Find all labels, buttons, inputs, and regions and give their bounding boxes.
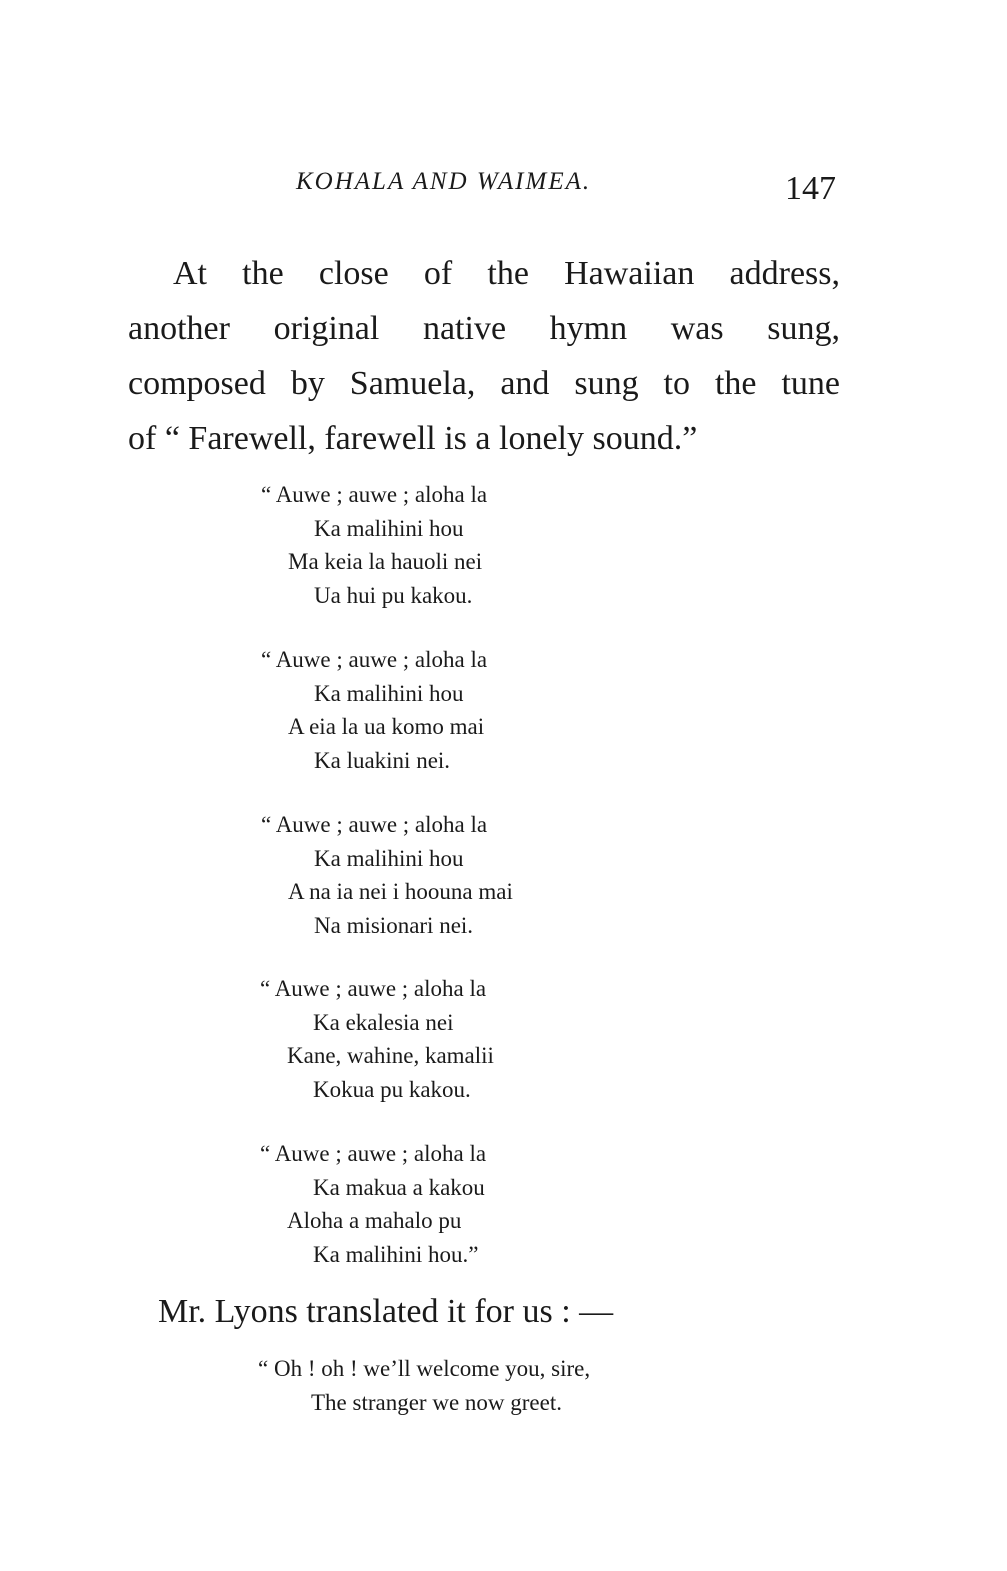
hymn-stanza-1 — [261, 478, 487, 612]
verse-line: Ua hui pu kakou. — [314, 582, 473, 608]
verse-line: Ka malihini hou — [314, 515, 464, 541]
intro-paragraph — [128, 246, 840, 466]
verse-line: “ Auwe ; auwe ; aloha la — [260, 1141, 487, 1166]
translation-intro: Mr. Lyons translated it for us : — — [158, 1293, 614, 1330]
verse-line: Ka luakini nei. — [314, 747, 451, 773]
verse-line: Ka malihini hou — [314, 845, 464, 871]
verse-line: Kane, wahine, kamalii — [287, 1043, 494, 1068]
running-head: KOHALA AND WAIMEA. — [296, 168, 592, 195]
verse-line: Ka malihini hou.” — [313, 1241, 479, 1267]
verse-line: Ka ekalesia nei — [313, 1009, 454, 1035]
paragraph-line: composed by Samuela, and sung to the tune — [128, 365, 840, 402]
paragraph-line: At the close of the Hawaiian address, — [173, 255, 840, 292]
paragraph-line: of “ Farewell, farewell is a lonely sound.” — [128, 420, 698, 457]
verse-line: Aloha a mahalo pu — [287, 1208, 462, 1233]
verse-line: “ Auwe ; auwe ; aloha la — [261, 482, 488, 507]
hymn-stanza-4 — [260, 972, 494, 1106]
hymn-stanza-3 — [261, 808, 513, 942]
verse-line: “ Auwe ; auwe ; aloha la — [261, 647, 488, 672]
verse-line: Ka makua a kakou — [313, 1174, 485, 1200]
verse-line: The stranger we now greet. — [311, 1390, 562, 1415]
verse-line: Na misionari nei. — [314, 912, 474, 938]
verse-line: A na ia nei i hoouna mai — [288, 879, 513, 904]
page-number: 147 — [785, 170, 836, 207]
hymn-stanza-5 — [260, 1137, 486, 1271]
verse-line: “ Oh ! oh ! we’ll welcome you, sire, — [258, 1356, 591, 1381]
hymn-stanza-2 — [261, 643, 487, 777]
translation-verse — [258, 1352, 590, 1420]
paragraph-line: another original native hymn was sung, — [128, 310, 840, 347]
verse-line: Ma keia la hauoli nei — [288, 549, 483, 574]
verse-line: Ka malihini hou — [314, 680, 464, 706]
verse-line: “ Auwe ; auwe ; aloha la — [261, 812, 488, 837]
verse-line: Kokua pu kakou. — [313, 1076, 471, 1102]
verse-line: A eia la ua komo mai — [288, 714, 485, 739]
verse-line: “ Auwe ; auwe ; aloha la — [260, 976, 487, 1001]
